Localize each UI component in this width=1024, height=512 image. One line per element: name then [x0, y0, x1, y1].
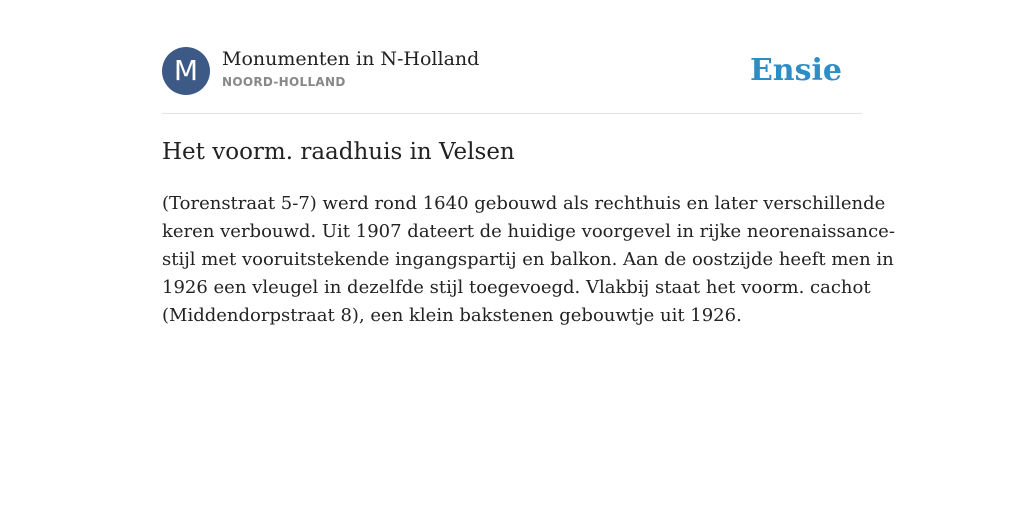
- article-body-line: (Torenstraat 5-7) werd rond 1640 gebouwd als rechthuis en later verschillende: [162, 193, 886, 214]
- source-name[interactable]: Monumenten in N-Holland: [222, 48, 480, 70]
- divider: [162, 113, 862, 114]
- source-subtitle: NOORD-HOLLAND: [222, 75, 346, 89]
- article-card: [162, 0, 895, 512]
- article-title: Het voorm. raadhuis in Velsen: [162, 139, 515, 165]
- source-header: [162, 47, 862, 95]
- article-body-line: (Middendorpstraat 8), een klein bakstenen gebouwtje uit 1926.: [162, 305, 742, 326]
- article-body: [162, 190, 895, 330]
- article-body-line: stijl met vooruitstekende ingangspartij en balkon. Aan de oostzijde heeft men in: [162, 249, 894, 270]
- avatar[interactable]: M: [162, 47, 210, 95]
- brand-logo[interactable]: Ensie: [749, 53, 842, 88]
- article-body-line: keren verbouwd. Uit 1907 dateert de huidige voorgevel in rijke neorenaissance-: [162, 221, 895, 242]
- article-body-line: 1926 een vleugel in dezelfde stijl toegevoegd. Vlakbij staat het voorm. cachot: [162, 277, 871, 298]
